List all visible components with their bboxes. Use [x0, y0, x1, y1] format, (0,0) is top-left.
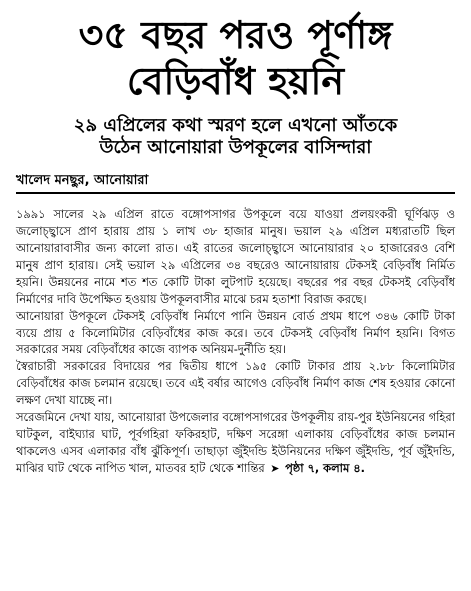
byline: খালেদ মনছুর, আনোয়ারা	[16, 172, 149, 188]
headline-line-2: বেড়িবাঁধ হয়নি	[126, 58, 345, 103]
continued-on-page-link[interactable]: পৃষ্ঠা ৭, কলাম ৪.	[285, 460, 365, 475]
byline-divider	[16, 192, 455, 194]
subheadline-line-1: ২৯ এপ্রিলের কথা স্মরণ হলে এখনো আঁতকে	[73, 115, 398, 137]
paragraph-3: স্বৈরাচারী সরকারের বিদায়ের পর দ্বিতীয় ধাপে ১৯৫ কোটি টাকার প্রায় ২.৮৮ কিলোমিটার বেড়িবাঁধের কাজ চলমান রয়েছে। তবে এই বর্ষার আগেও বেড়িবাঁধ নির্মাণ কাজ শেষ হওয়ার কোনো লক্ষণ দেখা যাচ্ছে না।	[16, 359, 455, 408]
paragraph-4-text: সরেজমিনে দেখা যায়, আনোয়ারা উপজেলার বঙ্গোপসাগরের উপকূলীয় রায়-পুর ইউনিয়নের গহিরা ঘাটকুল, বাইঘ্যার ঘাট, পূর্বগহিরা ফকিরহাট, দক্ষিণ সরেঙ্গা এলাকায় বেড়িবাঁধের কাজ চলমান থাকলেও এসব এলাকার বাঁধ ঝুঁকিপূর্ণ। তাছাড়া জুঁইদন্ডি ইউনিয়নের দক্ষিণ জুঁইদন্ডি, পূর্ব জুঁইদন্ডি, মাঝির ঘাট থেকে নাপিত খাল, মাতবর হাট থেকে শান্তির	[16, 409, 455, 475]
subheadline	[16, 115, 455, 158]
paragraph-4	[16, 409, 455, 477]
headline-line-1: ৩৫ বছর পরও পূর্ণাঙ্গ	[78, 13, 393, 57]
headline	[16, 14, 455, 103]
article-body	[16, 206, 455, 476]
paragraph-2: আনোয়ারা উপকূলে টেকসই বেড়িবাঁধ নির্মাণে পানি উন্নয়ন বোর্ড প্রথম ধাপে ৩৪৬ কোটি টাকা ব্যয়ে প্রায় ৫ কিলোমিটার বেড়িবাঁধের কাজ করে। তবে টেকসই বেড়িবাঁধ নির্মাণ হয়নি। বিগত সরকারের সময় বেড়িবাঁধের কাজে ব্যাপক অনিয়ম-দুর্নীতি হয়।	[16, 308, 455, 357]
paragraph-1: ১৯৯১ সালের ২৯ এপ্রিল রাতে বঙ্গোপসাগর উপকূলে বয়ে যাওয়া প্রলয়ংকরী ঘূর্ণিঝড় ও জলোচ্ছ্বাসে প্রাণ হারায় প্রায় ১ লাখ ৩৮ হাজার মানুষ। ভয়াল ২৯ এপ্রিল মধ্যরাতটি ছিল আনোয়ারাবাসীর জন্য কালো রাত। এই রাতের জলোচ্ছ্বাসে আনোয়ারার ২০ হাজারেরও বেশি মানুষ প্রাণ হারায়। সেই ভয়াল ২৯ এপ্রিলের ৩৪ বছরেও আনোয়ারায় টেকসই বেড়িবাঁধ নির্মিত হয়নি। উন্নয়নের নামে শত শত কোটি টাকা লুটপাট হয়েছে। বছরের পর বছর টেকসই বেড়িবাঁধ নির্মাণের দাবি উপেক্ষিত হওয়ায় উপকূলবাসীর মাঝে চরম হতাশা বিরাজ করছে।	[16, 207, 455, 306]
subheadline-line-2: উঠেন আনোয়ারা উপকূলের বাসিন্দারা	[99, 136, 372, 158]
arrow-icon: ➤	[270, 461, 280, 475]
